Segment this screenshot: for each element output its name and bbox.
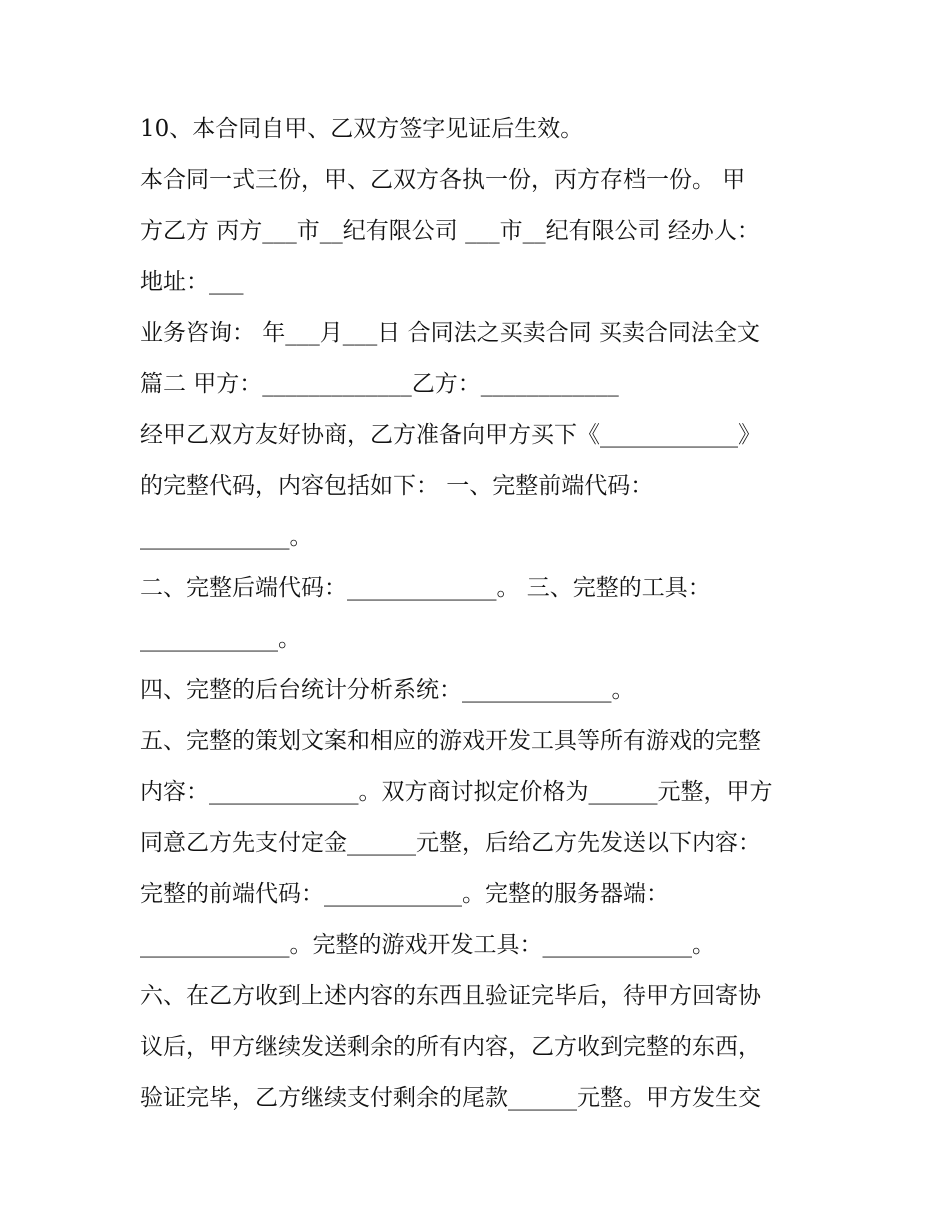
text-line: 的完整代码，内容包括如下： 一、完整前端代码： bbox=[140, 473, 654, 499]
text-line: 经甲乙双方友好协商，乙方准备向甲方买下《____________》 bbox=[140, 422, 761, 448]
text-line: 二、完整后端代码：_____________。 三、完整的工具： bbox=[140, 575, 711, 601]
text-line: 本合同一式三份，甲、乙双方各执一份，丙方存档一份。 甲 bbox=[140, 167, 746, 193]
text-line: _____________。完整的游戏开发工具：_____________。 bbox=[140, 932, 715, 958]
text-line: ____________。 bbox=[140, 626, 301, 652]
text-line: 方乙方 丙方___市__纪有限公司 ___市__纪有限公司 经办人： bbox=[140, 218, 760, 244]
text-line: 验证完毕，乙方继续支付剩余的尾款______元整。甲方发生交 bbox=[140, 1085, 761, 1111]
text-line: 同意乙方先支付定金______元整，后给乙方先发送以下内容： bbox=[140, 830, 761, 856]
text-line: 业务咨询： 年___月___日 合同法之买卖合同 买卖合同法全文 bbox=[140, 320, 760, 346]
text-line: _____________。 bbox=[140, 524, 313, 550]
text-line: 10、本合同自甲、乙双方签字见证后生效。 bbox=[140, 116, 584, 142]
text-line: 六、在乙方收到上述内容的东西且验证完毕后，待甲方回寄协 bbox=[140, 983, 761, 1009]
text-line: 完整的前端代码：____________。完整的服务器端： bbox=[140, 881, 669, 907]
text-line: 篇二 甲方：_____________乙方：____________ bbox=[140, 371, 619, 397]
text-line: 内容：_____________。双方商讨拟定价格为______元整，甲方 bbox=[140, 779, 773, 805]
text-line: 五、完整的策划文案和相应的游戏开发工具等所有游戏的完整 bbox=[140, 728, 761, 754]
text-line: 地址：___ bbox=[140, 269, 244, 295]
text-line: 四、完整的后台统计分析系统：_____________。 bbox=[140, 677, 635, 703]
document-body bbox=[140, 104, 820, 1124]
text-line: 议后，甲方继续发送剩余的所有内容，乙方收到完整的东西， bbox=[140, 1034, 761, 1060]
